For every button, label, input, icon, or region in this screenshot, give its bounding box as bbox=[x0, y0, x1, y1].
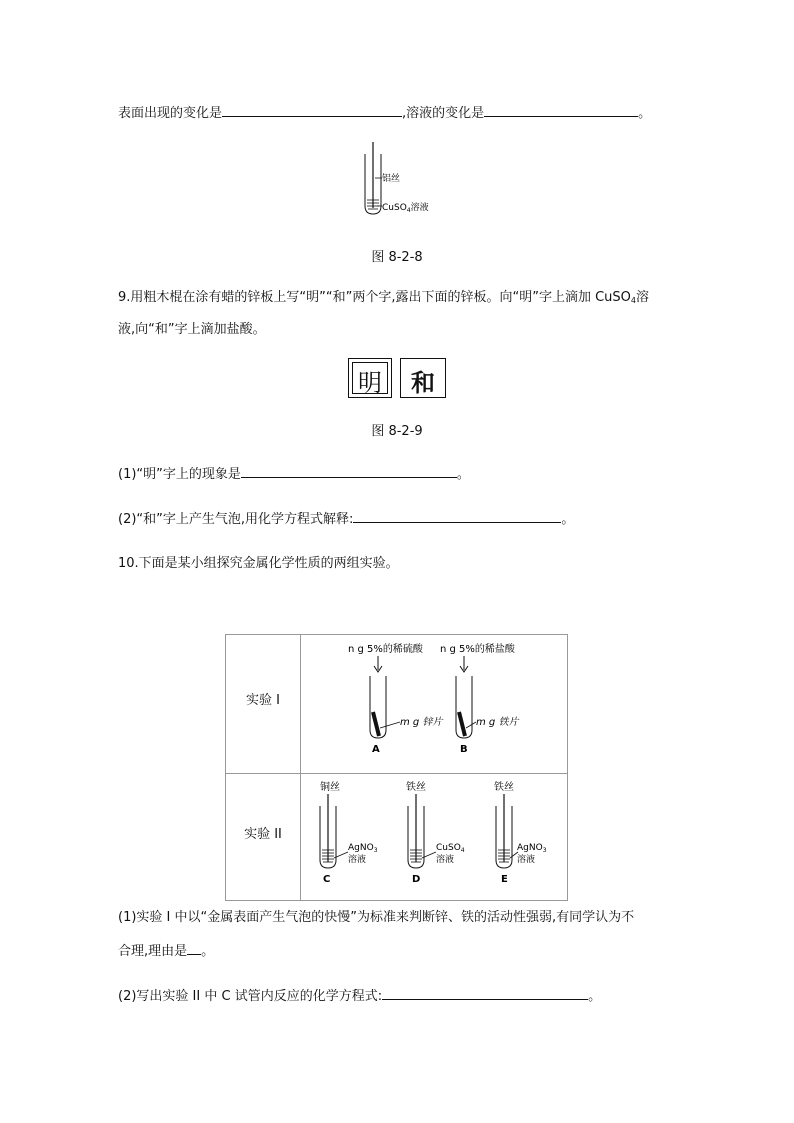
letter-a: A bbox=[372, 744, 380, 755]
iron-strip bbox=[459, 712, 465, 736]
solution-c-label-1: AgNO$_3$ bbox=[348, 843, 378, 854]
experiment-1-drawing bbox=[300, 636, 568, 772]
question-8-continuation bbox=[118, 104, 651, 122]
solution-d-label-1: CuSO$_4$ bbox=[436, 843, 465, 854]
zinc-strip bbox=[373, 712, 379, 736]
tube-c bbox=[320, 780, 378, 885]
question-9-sub1: (1)“明”字上的现象是 。 bbox=[118, 467, 470, 482]
metal-b-label: m g 铁片 bbox=[476, 717, 519, 728]
question-10-sub2: (2)写出实验 II 中 C 试管内反应的化学方程式: 。 bbox=[118, 989, 602, 1004]
question-9-sub2: (2)“和”字上产生气泡,用化学方程式解释: 。 bbox=[118, 512, 575, 527]
question-9-line2: 液,向“和”字上滴加盐酸。 bbox=[118, 322, 266, 337]
solution-e-label-1: AgNO$_3$ bbox=[517, 843, 547, 854]
solution-e-label-2: 溶液 bbox=[517, 855, 536, 865]
label-aluminum-wire: 铝丝 bbox=[382, 174, 401, 184]
caption-8-2-9: 图 8-2-9 bbox=[371, 424, 423, 439]
figure-8-2-8 bbox=[355, 142, 455, 222]
solution-c-label-2: 溶液 bbox=[348, 855, 367, 865]
label-experiment-2: 实验 II bbox=[244, 827, 282, 842]
wire-c-label: 铜丝 bbox=[320, 782, 340, 793]
char-ming: 明 bbox=[358, 369, 382, 397]
wire-d-label: 铁丝 bbox=[406, 782, 426, 793]
figure-8-2-9 bbox=[348, 358, 448, 400]
solution-d-label-2: 溶液 bbox=[436, 855, 455, 865]
letter-e: E bbox=[501, 874, 508, 885]
answer-blank-10-1[interactable] bbox=[187, 942, 201, 955]
box-he bbox=[400, 358, 446, 398]
char-he: 和 bbox=[411, 369, 435, 397]
metal-a-label: m g 锌片 bbox=[400, 717, 443, 728]
label-experiment-1: 实验 I bbox=[246, 693, 280, 708]
wire-e-label: 铁丝 bbox=[494, 782, 514, 793]
question-10-sub1-line1: (1)实验 I 中以“金属表面产生气泡的快慢”为标准来判断锌、铁的活动性强弱,有同学认为不 bbox=[118, 910, 635, 925]
question-10-intro: 10.下面是某小组探究金属化学性质的两组实验。 bbox=[118, 556, 399, 571]
caption-8-2-8: 图 8-2-8 bbox=[371, 250, 423, 265]
answer-blank-2[interactable] bbox=[484, 104, 638, 117]
label-cuso4-solution: CuSO$_4$溶液 bbox=[382, 203, 429, 214]
text-solution-change: ,溶液的变化是 bbox=[402, 106, 485, 121]
text-surface-change: 表面出现的变化是 bbox=[118, 106, 223, 121]
question-9-line1: 9.用粗木棍在涂有蜡的锌板上写“明”“和”两个字,露出下面的锌板。向“明”字上滴加 CuSO$_4$溶 bbox=[118, 290, 649, 305]
tube-a bbox=[348, 642, 443, 755]
letter-b: B bbox=[460, 744, 468, 755]
box-ming bbox=[348, 358, 392, 398]
tube-d bbox=[406, 780, 465, 885]
answer-blank-1[interactable] bbox=[222, 104, 402, 117]
letter-c: C bbox=[323, 874, 331, 885]
period: 。 bbox=[638, 106, 652, 121]
acid-a-label: n g 5%的稀硫酸 bbox=[348, 644, 423, 655]
answer-blank-9-1[interactable] bbox=[241, 465, 457, 478]
tube-e bbox=[494, 780, 547, 885]
letter-d: D bbox=[412, 874, 421, 885]
question-10-sub1-line2: 合理,理由是 。 bbox=[118, 944, 215, 959]
tube-b bbox=[440, 642, 519, 755]
experiment-2-drawing bbox=[300, 776, 568, 900]
acid-b-label: n g 5%的稀盐酸 bbox=[440, 644, 515, 655]
answer-blank-9-2[interactable] bbox=[353, 510, 561, 523]
answer-blank-10-2[interactable] bbox=[382, 987, 588, 1000]
